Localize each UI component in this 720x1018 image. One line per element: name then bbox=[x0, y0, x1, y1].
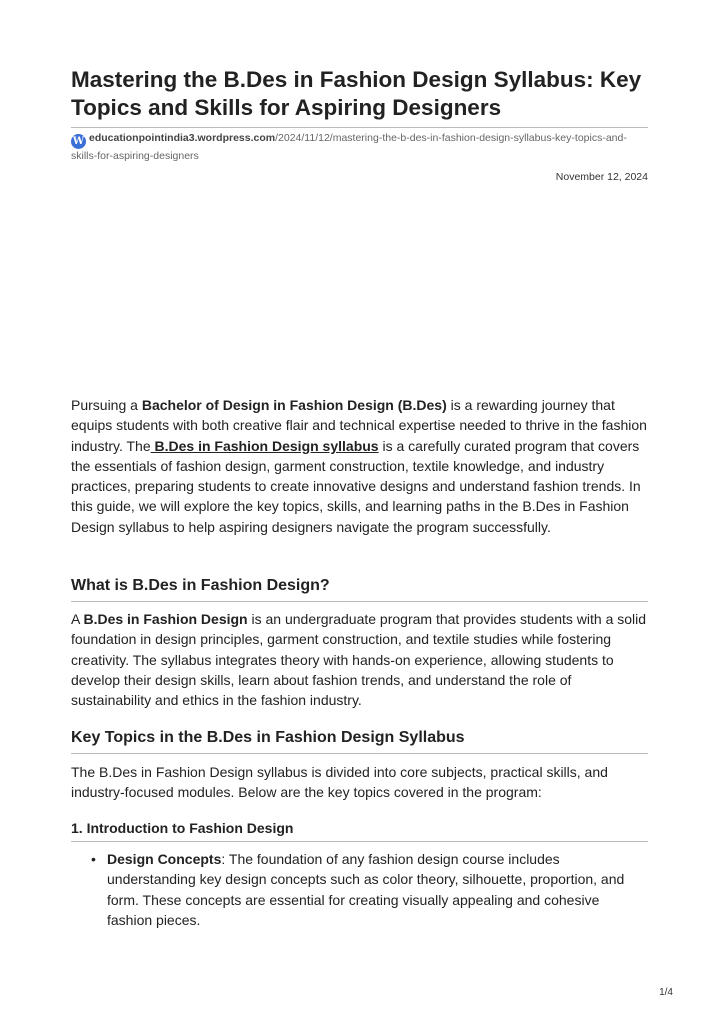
wordpress-icon: W bbox=[72, 136, 85, 147]
topic-bullet-list bbox=[71, 849, 648, 930]
list-item bbox=[71, 849, 648, 930]
subheading-intro-fashion-design: 1. Introduction to Fashion Design bbox=[71, 820, 294, 836]
bullet-text: : The foundation of any fashion design course includes understanding key design concepts such as color theory, silhouette, proportion, and form. These concepts are essential for creating visually appealing and cohesive fashion pieces. bbox=[107, 851, 625, 928]
section2-paragraph: The B.Des in Fashion Design syllabus is divided into core subjects, practical skills, and industry-focused modules. Below are the key topics covered in the program: bbox=[71, 764, 608, 801]
title-divider bbox=[71, 127, 648, 128]
article-title: Mastering the B.Des in Fashion Design Syllabus: Key Topics and Skills for Aspiring Designers bbox=[71, 67, 642, 120]
intro-bold-degree: Bachelor of Design in Fashion Design (B.Des) bbox=[141, 397, 447, 413]
intro-text-a: Pursuing a bbox=[71, 397, 142, 413]
section1-text-a: A bbox=[71, 611, 84, 627]
page-number: 1/4 bbox=[659, 987, 673, 998]
bullet-marker: • bbox=[91, 851, 96, 867]
bullet-bold-term: Design Concepts bbox=[107, 851, 222, 867]
syllabus-link[interactable]: B.Des in Fashion Design syllabus bbox=[150, 437, 379, 454]
section-heading-what-is: What is B.Des in Fashion Design? bbox=[71, 577, 330, 594]
source-line bbox=[71, 131, 648, 164]
section1-paragraph bbox=[71, 609, 648, 710]
section1-text-b: is an undergraduate program that provides students with a solid foundation in design principles, garment construction, and textile studies while fostering creativity. The syllabus integrates theory with hands-on experience, allowing students to develop their design skills, learn about fashion trends, and understand the role of sustainability and ethics in the fashion industry. bbox=[71, 611, 647, 709]
publish-date: November 12, 2024 bbox=[555, 171, 648, 183]
section-divider bbox=[71, 753, 648, 754]
section1-bold-term: B.Des in Fashion Design bbox=[83, 611, 248, 627]
section-divider bbox=[71, 601, 648, 602]
source-link[interactable] bbox=[71, 132, 627, 162]
intro-text-b: is a rewarding journey that equips students with both creative flair and technical expertise needed to thrive in the fashion industry. The bbox=[71, 397, 647, 454]
source-path[interactable]: /2024/11/12/mastering-the-b-des-in-fashion-design-syllabus-key-topics-and-skills-for-aspiring-designers bbox=[71, 132, 627, 162]
subheading-divider bbox=[71, 841, 648, 842]
intro-text-c: is a carefully curated program that covers the essentials of fashion design, garment construction, textile knowledge, and industry practices, preparing students to create innovative designs and understand fashion trends. In this guide, we will explore the key topics, skills, and learning paths in the B.Des in Fashion Design syllabus to help aspiring designers navigate the program successfully. bbox=[71, 437, 641, 535]
intro-paragraph bbox=[71, 395, 648, 537]
source-domain[interactable]: educationpointindia3.wordpress.com bbox=[89, 132, 276, 144]
section-heading-key-topics: Key Topics in the B.Des in Fashion Design Syllabus bbox=[71, 729, 465, 746]
